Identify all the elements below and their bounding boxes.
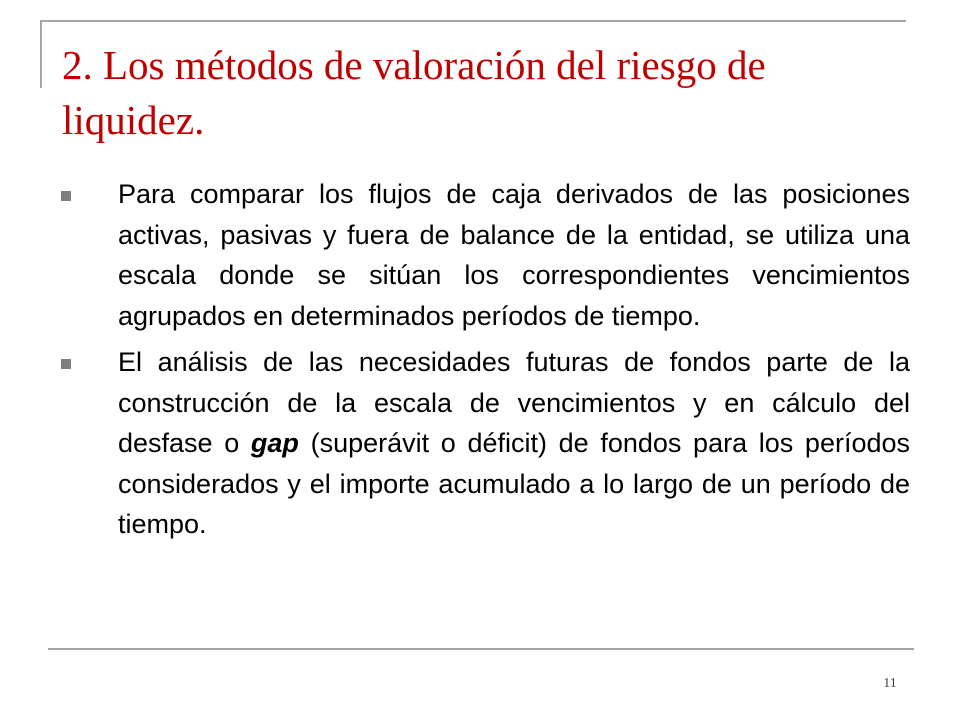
bullet-text: Para comparar los flujos de caja derivados de las posiciones activas, pasivas y fuera de balance de la entidad, se utiliza una escala donde se sitúan los correspondientes vencimientos agrupados en determinados períodos de tiempo. — [118, 179, 910, 331]
top-divider — [40, 20, 906, 22]
square-bullet-icon — [61, 191, 71, 201]
left-divider — [40, 20, 42, 88]
page-number: 11 — [883, 676, 897, 691]
bullet-text — [118, 342, 910, 545]
bullet-item — [58, 174, 910, 336]
slide-title: 2. Los métodos de valoración del riesgo de liquidez. — [62, 42, 766, 143]
bullet-text-before: El análisis de las necesidades futuras de fondos parte de la construcción de la escala de vencimientos y en cálculo del desfase o — [118, 347, 910, 458]
gap-term: gap — [250, 428, 299, 458]
bullet-text-after: (superávit o déficit) de fondos para los períodos considerados y el importe acumulado a lo largo de un período de tiempo. — [118, 428, 910, 539]
square-bullet-icon — [61, 359, 71, 369]
bullet-list — [58, 174, 910, 551]
bottom-divider — [48, 648, 914, 650]
bullet-item — [58, 342, 910, 545]
